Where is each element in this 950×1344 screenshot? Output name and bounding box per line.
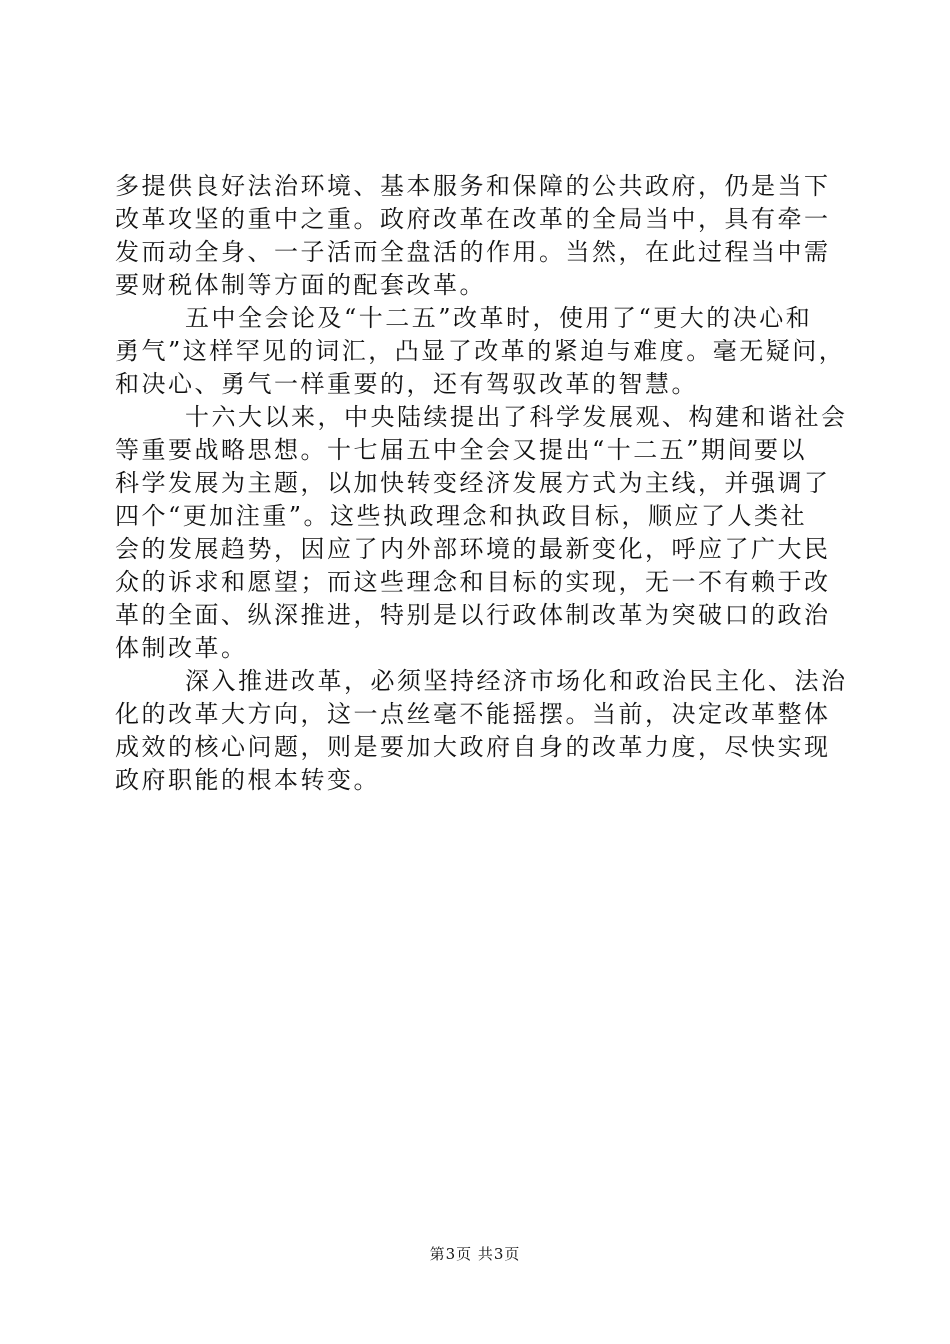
paragraph-line: 深入推进改革，必须坚持经济市场化和政治民主化、法治	[185, 667, 848, 695]
paragraph-line: 众的诉求和愿望；而这些理念和目标的实现，无一不有赖于改	[115, 568, 831, 596]
paragraph-line: 科学发展为主题，以加快转变经济发展方式为主线，并强调了	[115, 469, 831, 497]
paragraph-line: 四个“更加注重”。这些执政理念和执政目标，顺应了人类社	[115, 502, 808, 530]
document-body	[115, 170, 848, 797]
paragraph-line: 体制改革。	[115, 634, 248, 662]
paragraph-3	[115, 401, 848, 665]
paragraph-4	[115, 665, 848, 797]
paragraph-line: 改革攻坚的重中之重。政府改革在改革的全局当中，具有牵一	[115, 205, 831, 233]
paragraph-1	[115, 170, 835, 302]
paragraph-2	[115, 302, 846, 401]
paragraph-line: 等重要战略思想。十七届五中全会又提出“十二五”期间要以	[115, 436, 808, 464]
paragraph-line: 五中全会论及“十二五”改革时，使用了“更大的决心和	[185, 304, 813, 332]
page-number-label: 第3页 共3页	[429, 1245, 521, 1263]
paragraph-line: 化的改革大方向，这一点丝毫不能摇摆。当前，决定改革整体	[115, 700, 831, 728]
paragraph-line: 多提供良好法治环境、基本服务和保障的公共政府，仍是当下	[115, 172, 831, 200]
paragraph-line: 发而动全身、一子活而全盘活的作用。当然，在此过程当中需	[115, 238, 831, 266]
paragraph-line: 要财税体制等方面的配套改革。	[115, 271, 486, 299]
paragraph-line: 成效的核心问题，则是要加大政府自身的改革力度，尽快实现	[115, 733, 831, 761]
paragraph-line: 勇气”这样罕见的词汇，凸显了改革的紧迫与难度。毫无疑问，	[115, 337, 846, 365]
paragraph-line: 十六大以来，中央陆续提出了科学发展观、构建和谐社会	[185, 403, 848, 431]
paragraph-line: 革的全面、纵深推进，特别是以行政体制改革为突破口的政治	[115, 601, 831, 629]
paragraph-line: 和决心、勇气一样重要的，还有驾驭改革的智慧。	[115, 370, 698, 398]
paragraph-line: 政府职能的根本转变。	[115, 766, 380, 794]
paragraph-line: 会的发展趋势，因应了内外部环境的最新变化，呼应了广大民	[115, 535, 831, 563]
page-footer	[0, 1243, 950, 1264]
